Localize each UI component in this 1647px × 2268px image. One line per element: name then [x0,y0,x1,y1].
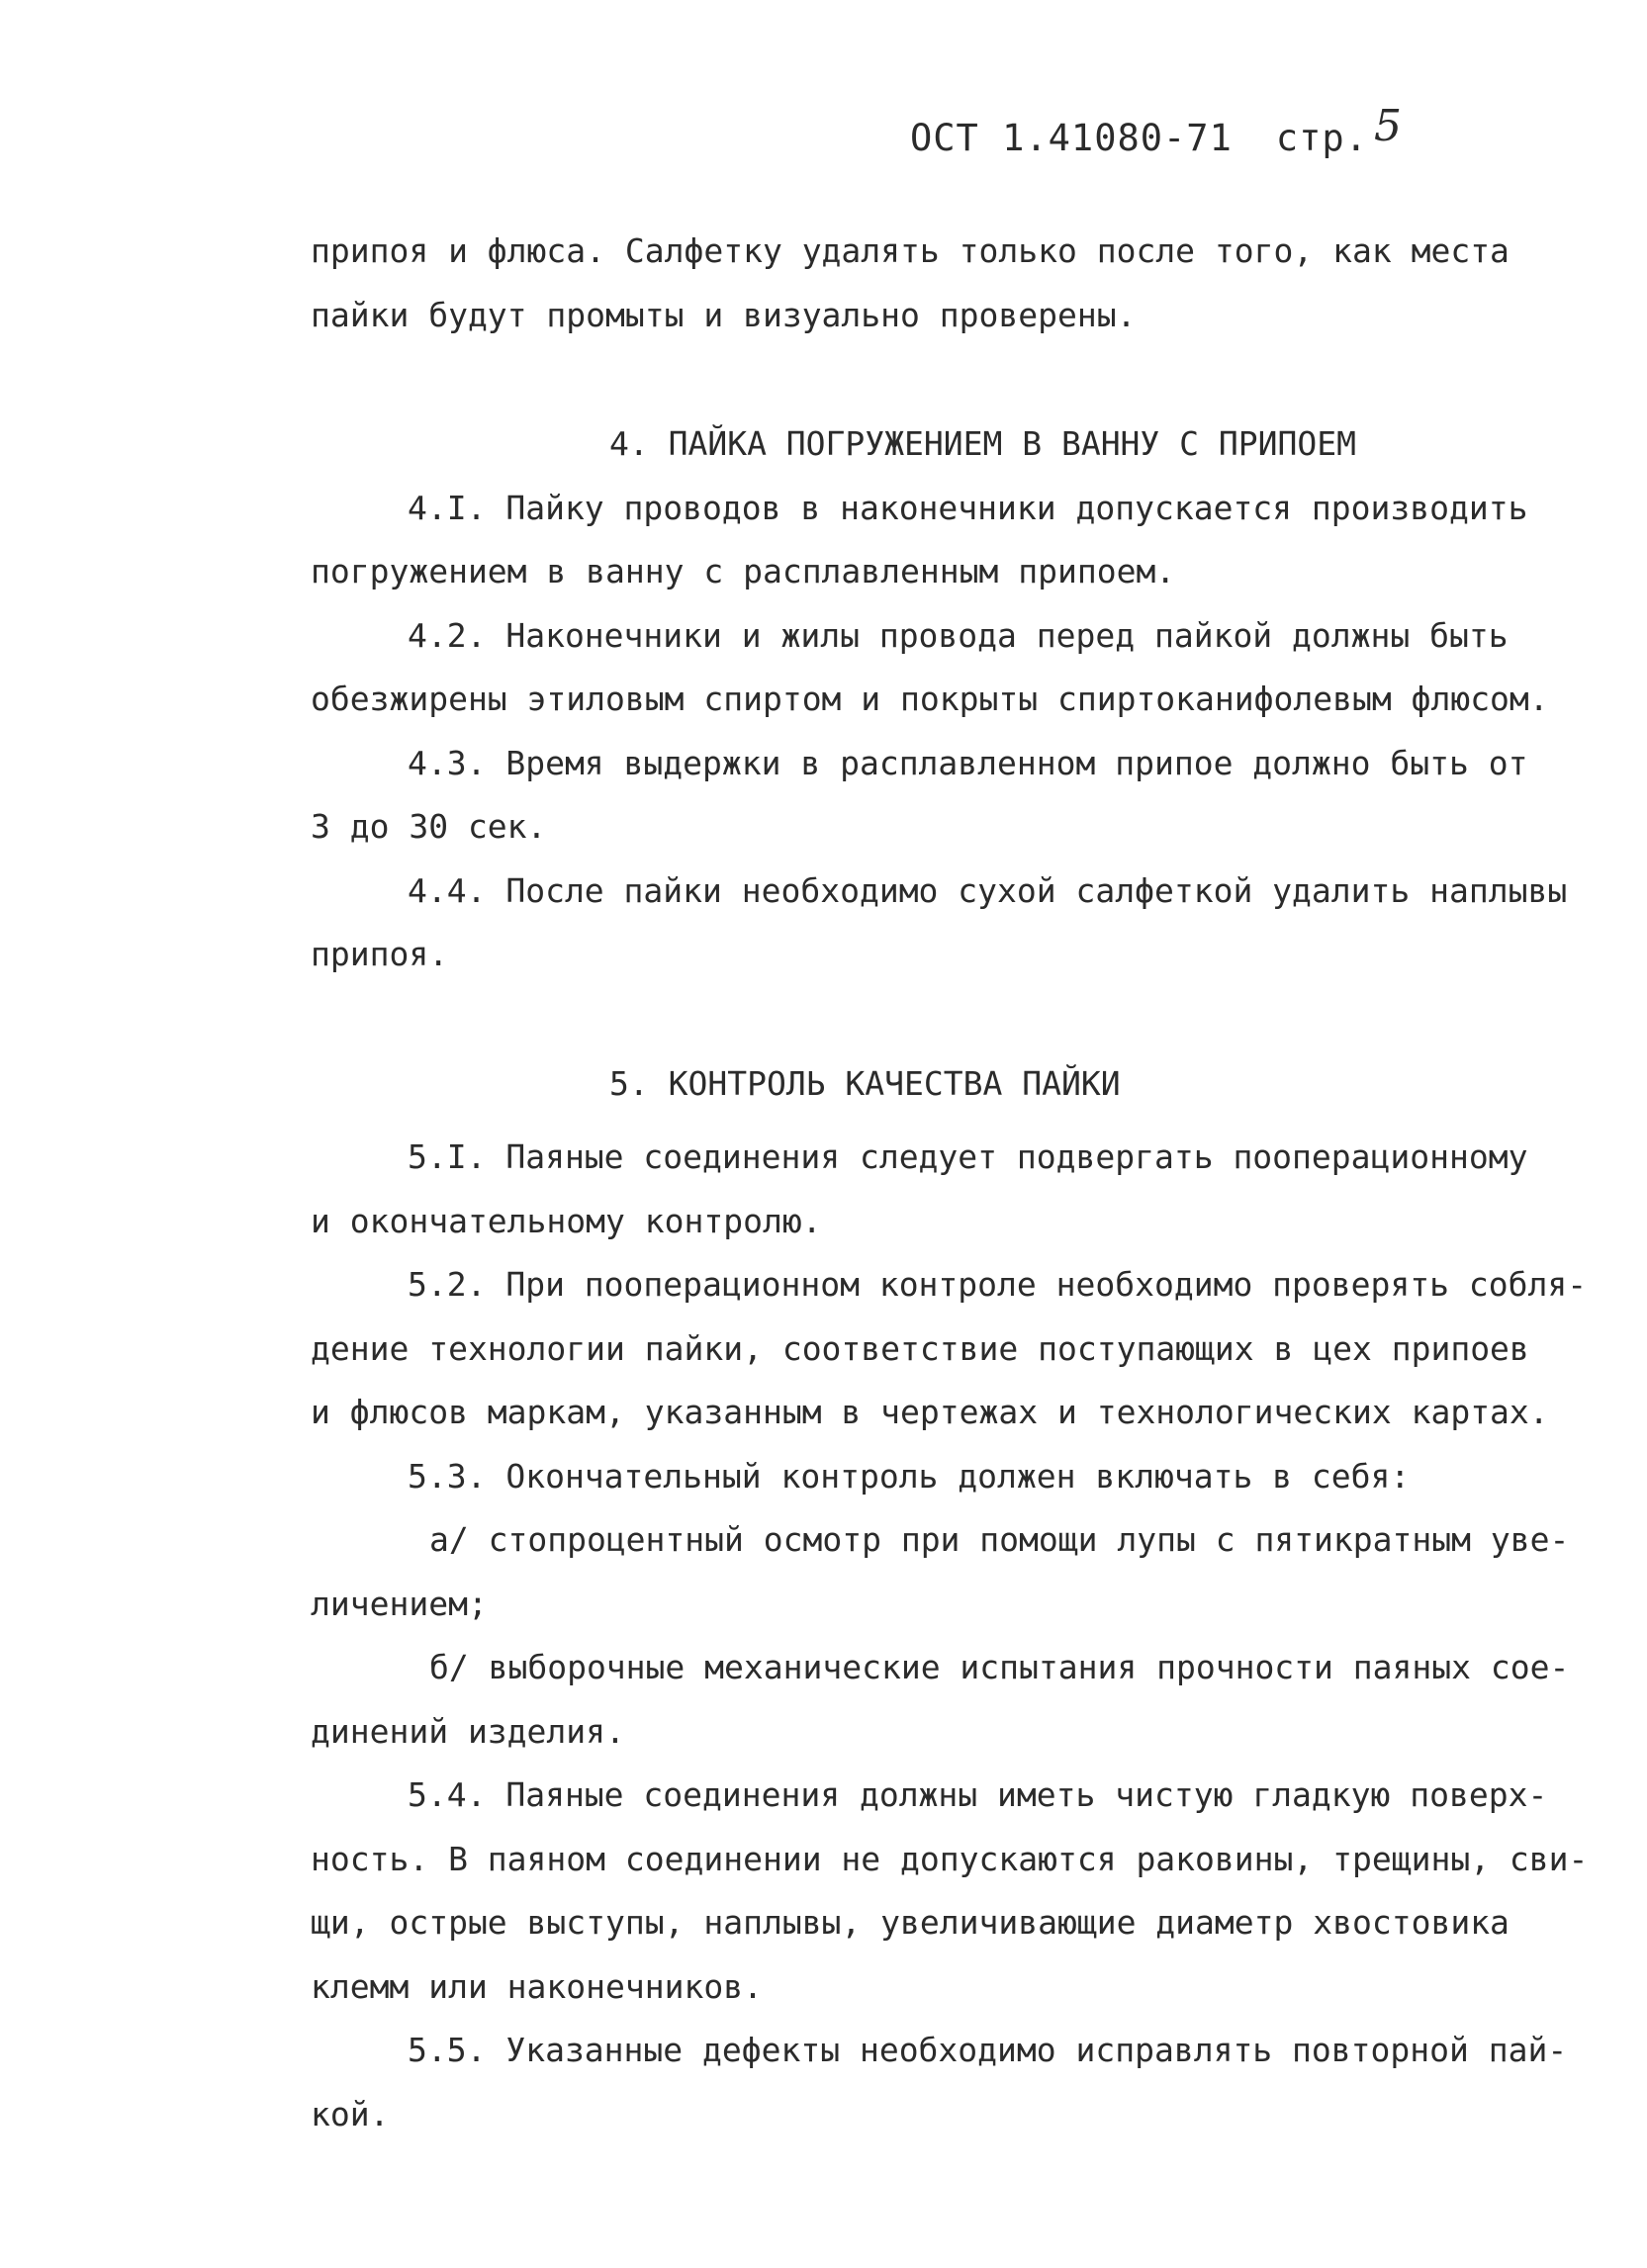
text-line: личением; [311,1584,488,1623]
paragraph-4-3: 4.3. Время выдержки в расплавленном припое должно быть от [408,743,1528,782]
paragraph-5-2: 5.2. При пооперационном контроле необходимо проверять собля- [408,1265,1588,1304]
paragraph-4-1: 4.I. Пайку проводов в наконечники допускается производить [408,488,1528,527]
document-body [311,220,1616,2146]
text-line: и флюсов маркам, указанным в чертежах и технологических картах. [311,1393,1549,1431]
text-line: ность. В паяном соединении не допускаются раковины, трещины, сви- [311,1839,1589,1878]
paragraph-4-2: 4.2. Наконечники и жилы провода перед пайкой должны быть [408,615,1509,655]
page-number: 5 [1373,101,1403,151]
text-line: припоя. [311,935,449,973]
paragraph-5-3-b: б/ выборочные механические испытания прочности паяных сое- [429,1648,1570,1686]
paragraph-4-4: 4.4. После пайки необходимо сухой салфеткой удалить наплывы [408,870,1568,910]
paragraph-5-5: 5.5. Указанные дефекты необходимо исправлять повторной пай- [408,2031,1568,2069]
text-line: припоя и флюса. Салфетку удалять только после того, как места [311,231,1510,270]
document-code: ОСТ 1.41080-71 [910,117,1233,159]
page-label: стр. [1275,117,1368,159]
text-line: дение технологии пайки, соответствие поступающих в цех припоев [311,1328,1529,1368]
text-line: клемм или наконечников. [311,1966,763,2006]
text-line: обезжирены этиловым спиртом и покрыты спиртоканифолевым флюсом. [311,680,1549,718]
text-line: погружением в ванну с расплавленным припоем. [311,552,1176,590]
page-header [910,101,1403,161]
text-line: кой. [311,2094,390,2133]
section-4-title: 4. ПАЙКА ПОГРУЖЕНИЕМ В ВАННУ С ПРИПОЕМ [609,424,1356,463]
paragraph-5-3: 5.3. Окончательный контроль должен включать в себя: [408,1456,1411,1496]
text-line: щи, острые выступы, наплывы, увеличивающие диаметр хвостовика [311,1903,1510,1942]
text-line: динений изделия. [311,1711,625,1751]
text-line: 3 до 30 сек. [311,807,547,846]
paragraph-5-4: 5.4. Паяные соединения должны иметь чистую гладкую поверх- [408,1775,1548,1814]
text-line: пайки будут промыты и визуально проверены. [311,295,1137,334]
text-line: и окончательному контролю. [311,1201,822,1240]
paragraph-5-1: 5.I. Паяные соединения следует подвергать пооперационному [408,1137,1528,1176]
paragraph-5-3-a: а/ стопроцентный осмотр при помощи лупы с пятикратным уве- [429,1520,1570,1559]
section-5-title: 5. КОНТРОЛЬ КАЧЕСТВА ПАЙКИ [609,1063,1121,1103]
